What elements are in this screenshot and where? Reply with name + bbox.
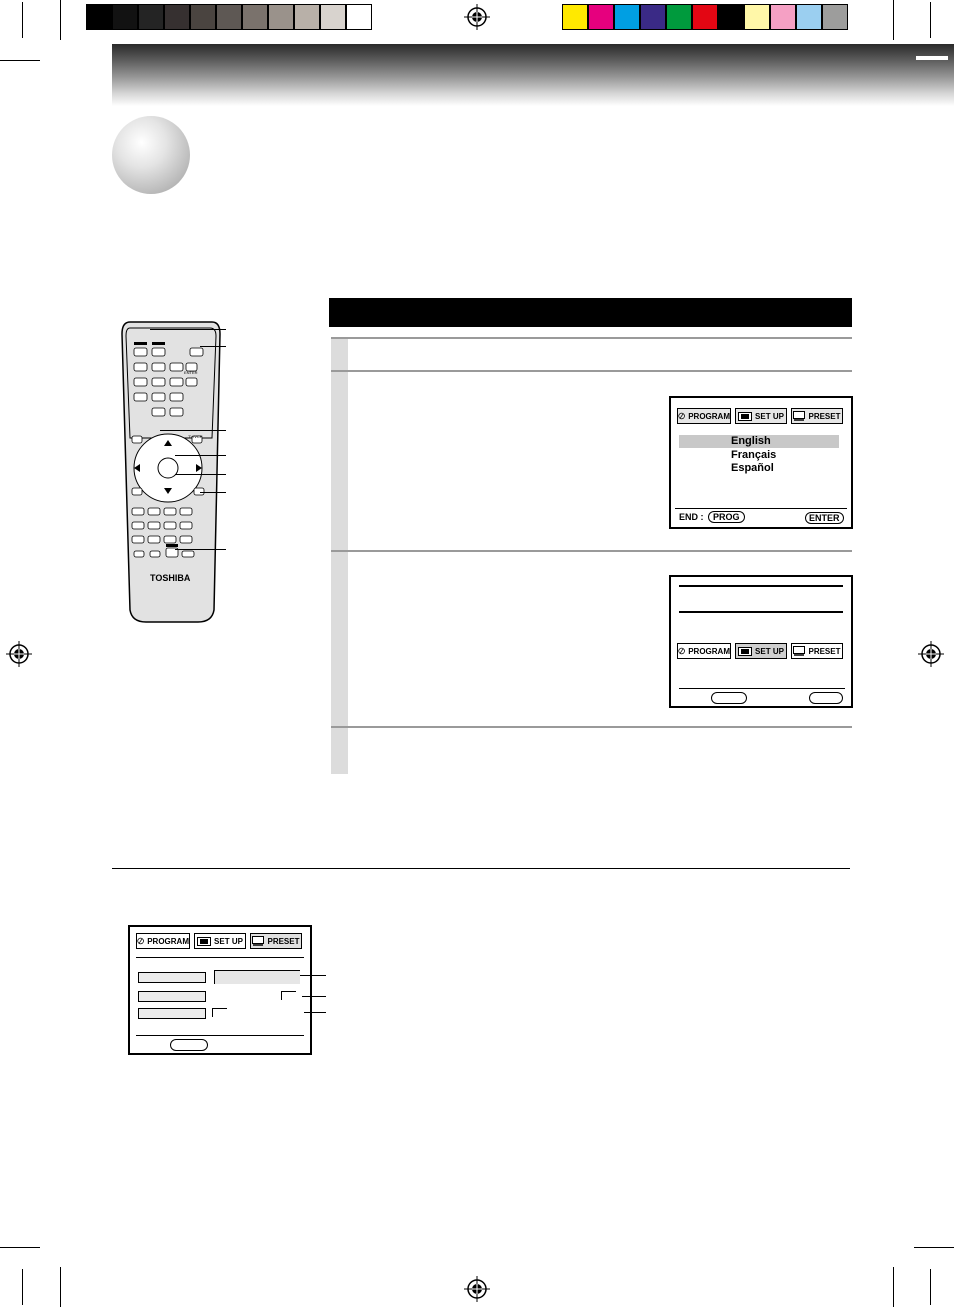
remote-callout: [150, 329, 226, 330]
clock-icon: [137, 936, 144, 946]
remote-callout: [160, 430, 226, 431]
gray-swatch: [346, 4, 372, 30]
tab-preset: PRESET: [791, 408, 843, 424]
gray-swatch: [164, 4, 190, 30]
tab-preset: PRESET: [250, 933, 302, 949]
step-4-marker: [331, 728, 348, 774]
step-2-marker: [331, 372, 348, 550]
color-swatch: [796, 4, 822, 30]
tv-icon: [793, 646, 805, 656]
bracket-mark: [212, 1008, 227, 1017]
osd-display-diagram: [128, 925, 312, 1055]
prog-button-label: PROG: [708, 511, 745, 523]
tab-program: PROGRAM: [136, 933, 190, 949]
osd-footer-divider: [675, 508, 847, 509]
gray-swatch: [320, 4, 346, 30]
color-swatch: [588, 4, 614, 30]
gray-swatch: [216, 4, 242, 30]
registration-mark-right: [918, 641, 944, 667]
tv-icon: [252, 936, 264, 946]
header-tab-marker: [916, 56, 948, 60]
procedure-header-bar: [329, 298, 852, 327]
remote-callout: [175, 474, 226, 475]
footer-button-left: [711, 692, 747, 704]
osd-setup-menu: [669, 575, 853, 708]
color-swatch: [640, 4, 666, 30]
remote-callout: [175, 455, 226, 456]
tab-preset: PRESET: [791, 643, 843, 659]
vcr-icon: [738, 412, 752, 421]
tab-program: PROGRAM: [677, 408, 731, 424]
title-rule: [679, 585, 843, 587]
field-box: [138, 991, 206, 1002]
section-divider: [112, 868, 850, 869]
osd-header-divider: [136, 957, 304, 958]
color-swatch: [666, 4, 692, 30]
step-divider: [331, 370, 852, 372]
diagram-callout: [302, 996, 326, 997]
language-option-francais[interactable]: Français: [731, 449, 777, 461]
registration-mark-left: [6, 641, 32, 667]
vcr-icon: [738, 647, 752, 656]
remote-callout: [200, 346, 226, 347]
color-swatch: [562, 4, 588, 30]
color-swatch: [770, 4, 796, 30]
gray-swatch: [242, 4, 268, 30]
language-option-espanol[interactable]: Español: [731, 462, 774, 474]
field-box: [138, 972, 206, 983]
step-divider: [331, 550, 852, 552]
enter-button-label: ENTER: [805, 512, 844, 524]
svg-text:TV/VCR: TV/VCR: [188, 434, 203, 439]
field-box: [138, 1008, 206, 1019]
tab-setup: SET UP: [735, 408, 787, 424]
gray-swatch: [112, 4, 138, 30]
color-swatch: [822, 4, 848, 30]
header-band: [112, 44, 954, 106]
language-option-english[interactable]: English: [731, 435, 771, 447]
section-circle-icon: [112, 116, 190, 194]
registration-mark-top: [464, 4, 490, 30]
step-divider: [331, 337, 852, 339]
bracket-mark: [281, 991, 296, 1000]
gray-swatch: [268, 4, 294, 30]
remote-callout: [200, 492, 226, 493]
color-swatch: [718, 4, 744, 30]
clock-icon: [678, 646, 685, 656]
gray-swatch: [138, 4, 164, 30]
step-divider: [331, 726, 852, 728]
tab-setup: SET UP: [194, 933, 246, 949]
gray-swatch: [294, 4, 320, 30]
gray-swatch: [86, 4, 112, 30]
remote-callout: [175, 549, 226, 550]
footer-end-label: END : PROG: [679, 512, 745, 522]
vcr-icon: [197, 937, 211, 946]
osd-language-menu: [669, 396, 853, 529]
diagram-callout: [304, 1012, 326, 1013]
color-swatch: [744, 4, 770, 30]
color-swatch: [614, 4, 640, 30]
remote-control: [112, 318, 262, 628]
clock-icon: [678, 411, 685, 421]
tv-icon: [793, 411, 805, 421]
gray-swatch: [190, 4, 216, 30]
osd-footer-divider: [679, 688, 845, 689]
step-3-marker: [331, 552, 348, 726]
highlight-field: [214, 970, 300, 984]
footer-button: [170, 1039, 208, 1051]
tab-program: PROGRAM: [677, 643, 731, 659]
svg-text:ENTER: ENTER: [184, 370, 198, 375]
title-rule: [679, 611, 843, 613]
tab-setup: SET UP: [735, 643, 787, 659]
registration-mark-bottom: [464, 1276, 490, 1302]
footer-button-right: [809, 692, 843, 704]
color-swatch: [692, 4, 718, 30]
remote-brand: TOSHIBA: [150, 573, 191, 583]
osd-footer-divider: [136, 1035, 304, 1036]
step-1-marker: [331, 339, 348, 370]
diagram-callout: [300, 975, 326, 976]
